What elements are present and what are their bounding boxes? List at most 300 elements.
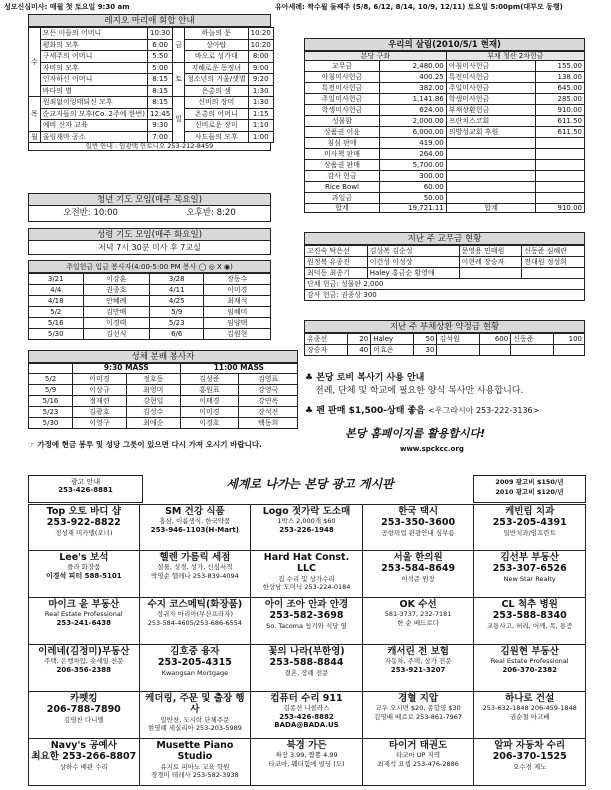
offering-names: 전대원 정성희 <box>522 257 585 268</box>
ad-detail: 오수경 제노 <box>512 762 547 771</box>
ad-detail: 공항픽업 관광안내 심부름 <box>381 528 455 537</box>
ad-phone: 206-356-2388 <box>56 665 112 674</box>
communion-date: 5/2 <box>29 373 73 384</box>
ad-detail: 경경미 테레사 253-582-3938 <box>150 770 239 779</box>
offering-table <box>304 245 585 301</box>
communion-server: 이영구 <box>73 417 127 428</box>
ad-phone: 253-582-3698 <box>269 610 344 622</box>
communion-server: 이미경 <box>180 406 239 417</box>
finance-item: 프란치스코회 <box>446 116 536 127</box>
ad-title: CL 척추 병원 <box>501 599 558 610</box>
finance-amount: 400.25 <box>379 72 446 83</box>
finance-row <box>305 138 585 149</box>
ad-detail: 253-632-1848 206-459-1848 <box>482 704 577 713</box>
communion-blank <box>29 364 73 374</box>
communion-server: 김성준 <box>180 373 239 384</box>
offering-row <box>305 268 585 279</box>
finance-item: 감사 헌금 <box>305 171 380 182</box>
collector-name: 이강훈 <box>83 274 149 285</box>
bible-text: 저녁 7시 30분 미사 후 7교실 <box>28 241 271 255</box>
legio-row <box>29 39 274 51</box>
finance-empty <box>446 138 536 149</box>
collector-name: 김선식 <box>83 329 149 340</box>
ad-card <box>140 598 252 645</box>
offering-summary-row <box>305 279 585 290</box>
finance-row <box>305 105 585 116</box>
communion-date: 5/30 <box>29 417 73 428</box>
collectors-table <box>28 273 271 340</box>
pledge-name <box>437 345 480 356</box>
legio-group: 원죄없이잉태되신 모후 <box>40 97 147 109</box>
ad-title: OK 수선 <box>399 599 437 610</box>
legio-group: 인자하신 어머니 <box>40 74 147 86</box>
prayer-section <box>28 193 271 222</box>
collector-row <box>29 274 271 285</box>
ad-fee-label: 광고 안내 <box>70 478 101 486</box>
pen-sale <box>305 406 539 416</box>
ad-title: 이레네(김정미)부동산 <box>38 646 130 657</box>
ad-card <box>363 598 475 645</box>
ad-detail: Real Estate Professional <box>44 610 123 619</box>
finance-item: 미사책 판매 <box>305 149 380 160</box>
ad-detail: 플라 화장품 <box>67 563 101 572</box>
ad-price-2009: 2009 광고비 $150/년 <box>495 478 564 486</box>
ad-fee-box <box>28 475 143 503</box>
legio-time: 1:30 <box>248 97 273 109</box>
collector-date: 4/11 <box>149 285 204 296</box>
finance-parish-header: 본당 구좌 <box>305 52 447 61</box>
ad-phone: 206-370-2382 <box>502 665 557 674</box>
legio-row <box>29 131 274 143</box>
ad-title: 아이 조아 안과 안경 <box>264 599 349 610</box>
communion-server: 최애순 <box>126 417 180 428</box>
finance-amount: 910.00 <box>536 105 585 116</box>
finance-debt-header: 부채 청산 2차헌금 <box>446 52 584 61</box>
communion-server: 김성수 <box>126 406 180 417</box>
offering-names: 최덕동 최종기 <box>305 268 368 279</box>
legio-day: 일 <box>173 97 185 143</box>
communion-date: 5/23 <box>29 406 73 417</box>
ad-detail: 한 순 베드로다 <box>397 618 439 627</box>
ad-title: 마이크 윤 부동산 <box>48 599 120 610</box>
ad-phone: 253-205-4315 <box>157 657 232 669</box>
ad-title: Top 오토 바디 샵 <box>46 506 121 517</box>
legio-group: 평화의 모후 <box>40 39 147 51</box>
legio-group: 신비의 장미 <box>184 97 248 109</box>
ad-card <box>363 692 475 739</box>
ad-title: 김선부 부동산 <box>500 552 559 563</box>
copier-notice-text: 전례, 단체 및 학교에 필요한 양식 복사만 사용합니다. <box>315 386 524 396</box>
ad-title: Logo 젓가락 도소매 <box>262 506 351 517</box>
finance-amount: 645.00 <box>536 83 585 94</box>
finance-amount: 50.00 <box>379 193 446 204</box>
pledge-amount: 600 <box>480 334 511 345</box>
communion-date: 5/16 <box>29 395 73 406</box>
communion-date: 5/9 <box>29 384 73 395</box>
collector-row <box>29 318 271 329</box>
offering-row <box>305 257 585 268</box>
offering-names: 이현례 장승자 <box>459 257 522 268</box>
finance-item: 주일미사헌금 <box>305 94 380 105</box>
ad-card <box>28 739 140 786</box>
ad-card <box>251 645 363 692</box>
legio-row <box>29 85 274 97</box>
finance-amount: 285.00 <box>536 94 585 105</box>
ad-phone: 253-588-8340 <box>492 610 567 622</box>
collector-date: 6/6 <box>149 329 204 340</box>
communion-server: 백동희 <box>239 417 298 428</box>
finance-amount: 138.00 <box>536 72 585 83</box>
pledge-amount <box>480 345 511 356</box>
ad-detail: 교통사고, 허리, 어깨, 목, 통증 <box>486 621 573 630</box>
finance-empty <box>446 160 536 171</box>
finance-item: 과일금 <box>305 193 380 204</box>
ad-detail: 집 수리 및 상가수리 <box>278 574 335 583</box>
ad-detail: 교우 오시면 $20, 종합영 $30 <box>375 704 461 713</box>
ad-detail: 상하수 배관 수리 <box>59 762 108 771</box>
offering-names: 김상복 김순성 <box>367 246 459 257</box>
finance-amount: 2,000.00 <box>379 116 446 127</box>
pledge-section <box>304 320 585 356</box>
communion-server: 김광호 <box>73 406 127 417</box>
communion-server: 홍원표 <box>180 384 239 395</box>
legio-day: 수 <box>29 28 41 97</box>
homepage-notice: 본당 홈페이지를 활용합시다! <box>345 427 486 440</box>
bible-section <box>28 228 271 255</box>
finance-amount: 611.50 <box>536 127 585 138</box>
legio-row <box>29 120 274 132</box>
finance-table <box>304 51 585 213</box>
collector-date: 5/2 <box>29 307 84 318</box>
finance-empty <box>536 138 585 149</box>
finance-row <box>305 182 585 193</box>
finance-item: 특전미사헌금 <box>446 72 536 83</box>
pledge-name: 김석원 <box>437 334 480 345</box>
collector-row <box>29 296 271 307</box>
communion-row <box>29 395 298 406</box>
ad-phone: 206-370-1525 <box>492 751 567 763</box>
ad-grid <box>28 504 586 786</box>
legio-time: 10:30 <box>148 28 173 40</box>
legio-time: 9:00 <box>248 62 273 74</box>
legio-time: 1:10 <box>248 120 273 132</box>
legio-day: 목 <box>29 97 41 132</box>
ad-detail: 1박스 2,000개 $60 <box>277 517 336 526</box>
pledge-row <box>305 334 585 345</box>
finance-item: 침심 판매 <box>305 138 380 149</box>
offering-empty <box>459 268 522 279</box>
finance-empty <box>446 193 536 204</box>
legio-time: 7:00 <box>148 131 173 143</box>
ad-card <box>140 692 252 739</box>
ad-detail: 유지토 피아노 교육 학원 <box>160 762 230 771</box>
ad-title: SM 건강 식품 <box>165 506 225 517</box>
finance-item: 상품권 판매 <box>305 160 380 171</box>
ad-title: 컴퓨터 수리 911 <box>270 693 343 704</box>
communion-table <box>28 363 298 429</box>
ad-title: Lee's 보석 <box>59 552 109 563</box>
ad-card <box>474 692 586 739</box>
collector-name: 김원현 <box>204 329 271 340</box>
communion-server: 최영미 <box>126 384 180 395</box>
ad-title: 캐서린 전 보험 <box>387 646 449 657</box>
finance-row <box>305 149 585 160</box>
finance-amount: 6,000.00 <box>379 127 446 138</box>
ad-phone: 206-788-7890 <box>46 704 121 716</box>
communion-server: 정호동 <box>126 373 180 384</box>
ad-title: 타이거 태권도 <box>388 740 448 751</box>
pledge-name: 유종선 <box>305 334 348 345</box>
ad-title: 김호중 융자 <box>170 646 220 657</box>
prayer-am: 오전반: 10:00 <box>63 207 118 218</box>
collector-name: 이미경 <box>204 285 271 296</box>
legio-group: 청소년의 거울/샛별 <box>184 74 248 86</box>
finance-amount: 5,700.00 <box>379 160 446 171</box>
ad-fee-phone: 253-426-8881 <box>58 486 113 495</box>
pledge-name <box>511 345 554 356</box>
pledge-amount: 40 <box>347 345 371 356</box>
legio-table <box>28 27 274 143</box>
pledge-amount: 100 <box>553 334 584 345</box>
legio-group: 하늘의 문 <box>184 28 248 40</box>
legio-row <box>29 51 274 63</box>
pledge-amount: 50 <box>413 334 437 345</box>
ad-detail: 타코마 UP 지역 <box>395 751 441 760</box>
collector-name: 임혜미 <box>204 307 271 318</box>
pen-sale-contact: <우그라시아 253-222-3136> <box>428 406 540 415</box>
collector-name: 이경태 <box>83 318 149 329</box>
collector-date: 3/21 <box>29 274 84 285</box>
ad-price-box <box>473 475 586 503</box>
legio-time: 1:30 <box>248 85 273 97</box>
ad-card <box>140 504 252 551</box>
collectors-title: 주일헌금 입금 봉사자(4:00-5:00 PM 봉사 ◯ ◎ X ◉) <box>28 260 271 273</box>
pledge-name: 이효은 <box>371 345 414 356</box>
ad-card <box>28 692 140 739</box>
pledge-amount <box>553 345 584 356</box>
finance-empty <box>446 171 536 182</box>
finance-amount: 1,141.86 <box>379 94 446 105</box>
finance-empty <box>446 182 536 193</box>
finance-item: 성물함 <box>305 116 380 127</box>
ad-price-2010: 2010 광고비 $120/년 <box>495 487 564 496</box>
communion-server: 이상규 <box>73 384 127 395</box>
finance-item: 의방성교회 후원 <box>446 127 536 138</box>
ad-card <box>28 504 140 551</box>
ad-card <box>363 645 475 692</box>
offering-names: 이건성 이성상 <box>367 257 459 268</box>
collector-name: 최재석 <box>204 296 271 307</box>
communion-server: 강연옥 <box>239 395 298 406</box>
ad-detail: 결혼, 장례 전문 <box>284 668 329 677</box>
envelope-note: ☞ 가정에 현금 봉투 및 성당 그릇이 있으면 다시 가져 오시기 바랍니다. <box>28 440 262 449</box>
pledge-table <box>304 333 585 356</box>
communion-server: 정재련 <box>73 395 127 406</box>
homepage-url[interactable]: www.spckcc.org <box>400 445 464 453</box>
finance-amount: 264.00 <box>379 149 446 160</box>
ad-detail: 정귀자 마리아(부산프라자) <box>156 610 233 619</box>
offering-summary: 감사 헌금: 권종상 300 <box>305 290 585 301</box>
ad-phone: 253-584-8649 <box>381 563 456 575</box>
finance-total-left: 19,721.11 <box>379 204 446 213</box>
ad-detail: New Star Realty <box>503 574 556 583</box>
legio-row <box>29 97 274 109</box>
legio-row <box>29 62 274 74</box>
header-left: 성모신심미사: 매월 첫 토요일 9:30 am <box>4 3 130 11</box>
ad-title: 한국 택시 <box>398 506 439 517</box>
finance-row <box>305 127 585 138</box>
finance-empty <box>446 149 536 160</box>
communion-server: 강영국 <box>239 384 298 395</box>
finance-item: Rice Bowl <box>305 182 380 193</box>
finance-item: 특전미사헌금 <box>305 83 380 94</box>
ad-title: 헬렌 가름릭 세점 <box>159 552 231 563</box>
communion-mass-1100: 11:00 MASS <box>180 364 297 374</box>
finance-header <box>305 52 585 61</box>
finance-title: 우리의 살림(2010/5/1 현재) <box>304 38 585 51</box>
ad-card <box>474 504 586 551</box>
legio-time: 5:00 <box>148 62 173 74</box>
finance-empty <box>536 182 585 193</box>
offering-summary-row <box>305 290 585 301</box>
communion-mass-930: 9:30 MASS <box>73 364 181 374</box>
offering-empty <box>522 268 585 279</box>
finance-amount: 611.50 <box>536 116 585 127</box>
finance-empty <box>536 193 585 204</box>
offering-section <box>304 232 585 301</box>
pledge-amount: 30 <box>413 345 437 356</box>
ad-detail: 짜장 3.99, 짬뽕 4.99 <box>275 751 338 760</box>
legio-day: 토 <box>173 62 185 97</box>
communion-server: 장석진 <box>239 406 298 417</box>
collector-row <box>29 329 271 340</box>
finance-row <box>305 193 585 204</box>
pen-sale-lead: ♣ 펜 판매 <box>305 406 346 416</box>
legio-group: 바오로 성가대 <box>184 51 248 63</box>
ad-card <box>363 504 475 551</box>
ad-phone: 최요한 253-266-8807 <box>31 751 137 763</box>
collector-name: 권종호 <box>83 285 149 296</box>
ad-title: Musette Piano Studio <box>156 740 234 763</box>
finance-amount: 155.00 <box>536 61 585 72</box>
legio-time: 5:50 <box>148 51 173 63</box>
ad-title: 케더링, 주문 및 출장 행사 <box>145 693 245 716</box>
ad-card <box>474 598 586 645</box>
ad-phone: 253-426-8882 BADA@BADA.US <box>274 712 339 729</box>
ad-detail: 현영례 세실리아 253-203-5989 <box>147 723 242 732</box>
ad-title: 케빈림 치과 <box>505 506 555 517</box>
prayer-title: 청년 기도 모임(매주 목요일) <box>28 193 271 206</box>
collector-name: 장동수 <box>204 274 271 285</box>
legio-group: 상아탑 <box>184 39 248 51</box>
finance-item: 학생미사헌금 <box>446 94 536 105</box>
finance-empty <box>536 160 585 171</box>
collector-name: 임양택 <box>204 318 271 329</box>
collector-date: 5/23 <box>149 318 204 329</box>
ad-title: Navy's 공예사 <box>50 740 117 751</box>
ad-detail: 밀반찬, 도시락 단체주문 <box>160 715 230 724</box>
legio-time: 1:15 <box>248 108 273 120</box>
communion-server: 김영표 <box>239 373 298 384</box>
communion-row <box>29 373 298 384</box>
offering-row <box>305 246 585 257</box>
legio-time: 12:45 <box>148 108 173 120</box>
legio-group: 바다의 별 <box>40 85 147 97</box>
ad-detail: Real Estate Professional <box>490 657 569 666</box>
ad-card <box>251 739 363 786</box>
ad-detail: 자동차, 주택, 상가 전문 <box>384 657 452 666</box>
legio-time: 6:00 <box>148 39 173 51</box>
ad-detail: 김종선 니콜라스 <box>283 704 330 713</box>
legio-row <box>29 74 274 86</box>
finance-amount: 624.00 <box>379 105 446 116</box>
finance-item: 아침미사헌금 <box>446 61 536 72</box>
ad-detail: 홍삼, 이름생식, 한국약품 <box>159 517 231 526</box>
communion-server: 이태경 <box>180 395 239 406</box>
finance-item: 상품권 이윤 <box>305 127 380 138</box>
finance-row <box>305 116 585 127</box>
collector-date: 5/9 <box>149 307 204 318</box>
collector-date: 4/18 <box>29 296 84 307</box>
legio-time: 8:15 <box>148 97 173 109</box>
legio-group: 온총의 어머니 <box>184 108 248 120</box>
legio-row <box>29 28 274 40</box>
ad-card <box>363 739 475 786</box>
legio-title: 레지오 마리애 회합 안내 <box>28 14 271 27</box>
finance-item: 아침미사헌금 <box>305 72 380 83</box>
ad-phone: 253-350-3600 <box>381 517 456 529</box>
offering-names: 문영용 민태원 <box>459 246 522 257</box>
finance-empty <box>536 149 585 160</box>
communion-title: 성체 분배 봉사자 <box>28 350 298 363</box>
ad-title: Hard Hat Const. LLC <box>263 552 350 575</box>
ad-card <box>474 739 586 786</box>
ad-phone: 253-946-1103(H-Mart) <box>150 525 239 534</box>
ad-phone: 253-307-6526 <box>492 563 567 575</box>
finance-total-right: 910.00 <box>536 204 585 213</box>
ad-title: 서울 한의원 <box>393 552 443 563</box>
legio-time: 10:20 <box>248 28 273 40</box>
pledge-title: 지난 주 부채상환 약정금 현황 <box>304 320 585 333</box>
ad-card <box>251 504 363 551</box>
ad-detail: 581-3737, 232-7181 <box>384 610 452 619</box>
collector-row <box>29 307 271 318</box>
ad-card <box>363 551 475 598</box>
ad-phone: 253-921-3207 <box>390 665 446 674</box>
ad-title: 북경 가든 <box>286 740 327 751</box>
ad-title: 수지 코스메틱(화장품) <box>147 599 243 610</box>
finance-item: 교무금 <box>305 61 380 72</box>
ad-detail: 김영배 베르로 253-861-7967 <box>374 712 463 721</box>
pledge-amount: 20 <box>347 334 371 345</box>
legio-day: 금 <box>173 28 185 63</box>
ad-detail: 이석준 원장 <box>401 574 435 583</box>
ad-detail: 일반치과/임프란트 <box>503 528 556 537</box>
legio-group: 자비의 모후 <box>40 62 147 74</box>
pledge-name: 장승자 <box>305 345 348 356</box>
finance-section <box>304 38 585 213</box>
finance-row <box>305 94 585 105</box>
ad-phone: 253-588-8844 <box>269 657 344 669</box>
ad-detail: So. Tacoma 청기와 식당 옆 <box>266 621 347 630</box>
communion-row <box>29 406 298 417</box>
ad-card <box>28 645 140 692</box>
finance-amount: 60.00 <box>379 182 446 193</box>
legio-group: 사도들의 모후 <box>184 131 248 143</box>
finance-amount: 382.00 <box>379 83 446 94</box>
finance-amount: 419.00 <box>379 138 446 149</box>
finance-row <box>305 61 585 72</box>
